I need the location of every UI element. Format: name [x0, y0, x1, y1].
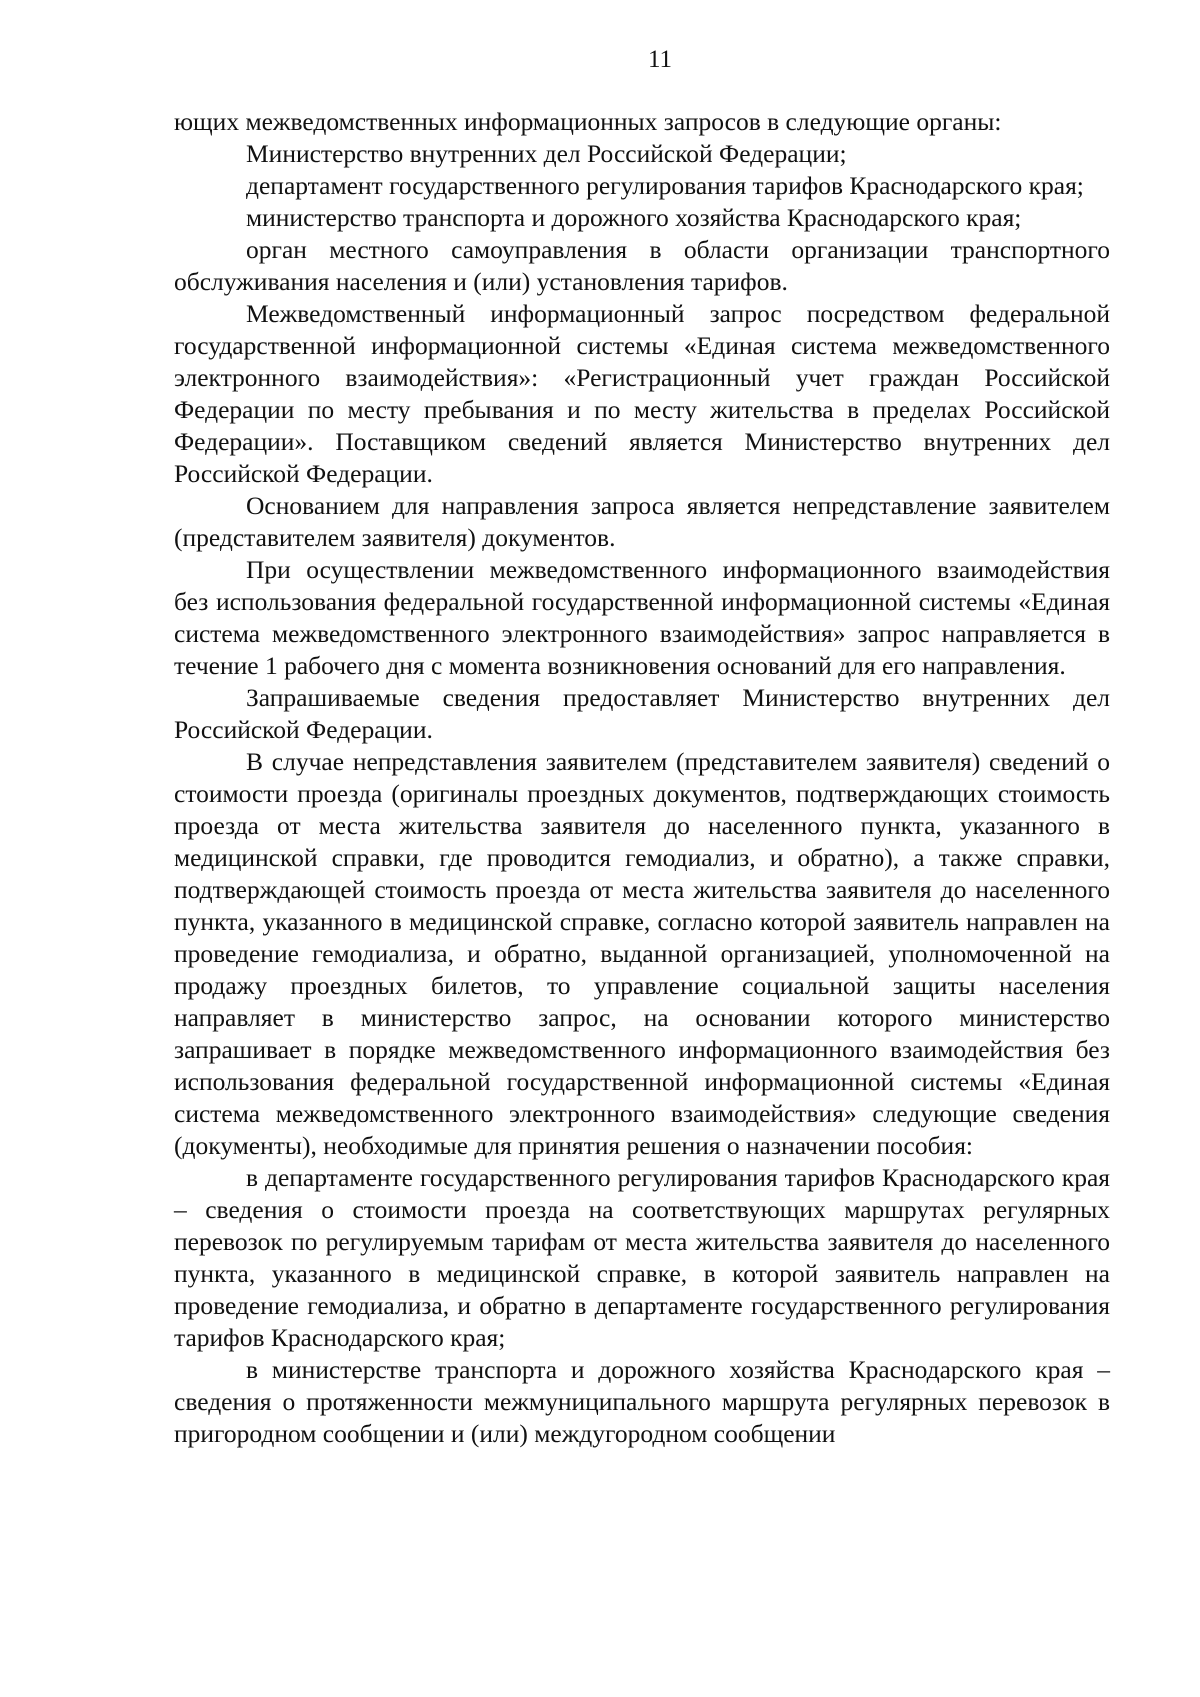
paragraph: ющих межведомственных информационных запросов в следующие органы: [174, 107, 1002, 136]
paragraph: Основанием для направления запроса является непредставление заявителем (представителем заявителя) документов. [174, 491, 1110, 552]
paragraph: в министерстве транспорта и дорожного хозяйства Краснодарского края – сведения о протяженности межмуниципального маршрута регулярных перевозок в пригородном сообщении и (или) междугородном сообщении [174, 1355, 1110, 1448]
paragraph: Министерство внутренних дел Российской Федерации; [246, 139, 847, 168]
document-body [174, 106, 1110, 1450]
paragraph: Межведомственный информационный запрос посредством федеральной государственной информационной системы «Единая система межведомственного электронного взаимодействия»: «Регистрационный учет граждан Российской Федерации по месту пребывания и по месту жительства в пределах Российской Федерации». Поставщиком сведений является Министерство внутренних дел Российской Федерации. [174, 299, 1110, 488]
paragraph: Запрашиваемые сведения предоставляет Министерство внутренних дел Российской Федерации. [174, 683, 1110, 744]
paragraph: орган местного самоуправления в области организации транспортного обслуживания населения и (или) установления тарифов. [174, 235, 1110, 296]
paragraph: В случае непредставления заявителем (представителем заявителя) сведений о стоимости проезда (оригиналы проездных документов, подтверждающих стоимость проезда от места жительства заявителя до населенного пункта, указанного в медицинской справки, где проводится гемодиализ, и обратно), а также справки, подтверждающей стоимость проезда от места жительства заявителя до населенного пункта, указанного в медицинской справке, согласно которой заявитель направлен на проведение гемодиализа, и обратно, выданной организацией, уполномоченной на продажу проездных билетов, то управление социальной защиты населения направляет в министерство запрос, на основании которого министерство запрашивает в порядке межведомственного информационного взаимодействия без использования федеральной государственной информационной системы «Единая система межведомственного электронного взаимодействия» следующие сведения (документы), необходимые для принятия решения о назначении пособия: [174, 747, 1110, 1160]
paragraph: При осуществлении межведомственного информационного взаимодействия без использования федеральной государственной информационной системы «Единая система межведомственного электронного взаимодействия» запрос направляется в течение 1 рабочего дня с момента возникновения оснований для его направления. [174, 555, 1110, 680]
paragraph: в департаменте государственного регулирования тарифов Краснодарского края – сведения о стоимости проезда на соответствующих маршрутах регулярных перевозок по регулируемым тарифам от места жительства заявителя до населенного пункта, указанного в медицинской справке, в которой заявитель направлен на проведение гемодиализа, и обратно в департаменте государственного регулирования тарифов Краснодарского края; [174, 1163, 1110, 1352]
paragraph: департамент государственного регулирования тарифов Краснодарского края; [246, 171, 1084, 200]
paragraph: министерство транспорта и дорожного хозяйства Краснодарского края; [246, 203, 1022, 232]
page-number: 11 [647, 46, 673, 73]
